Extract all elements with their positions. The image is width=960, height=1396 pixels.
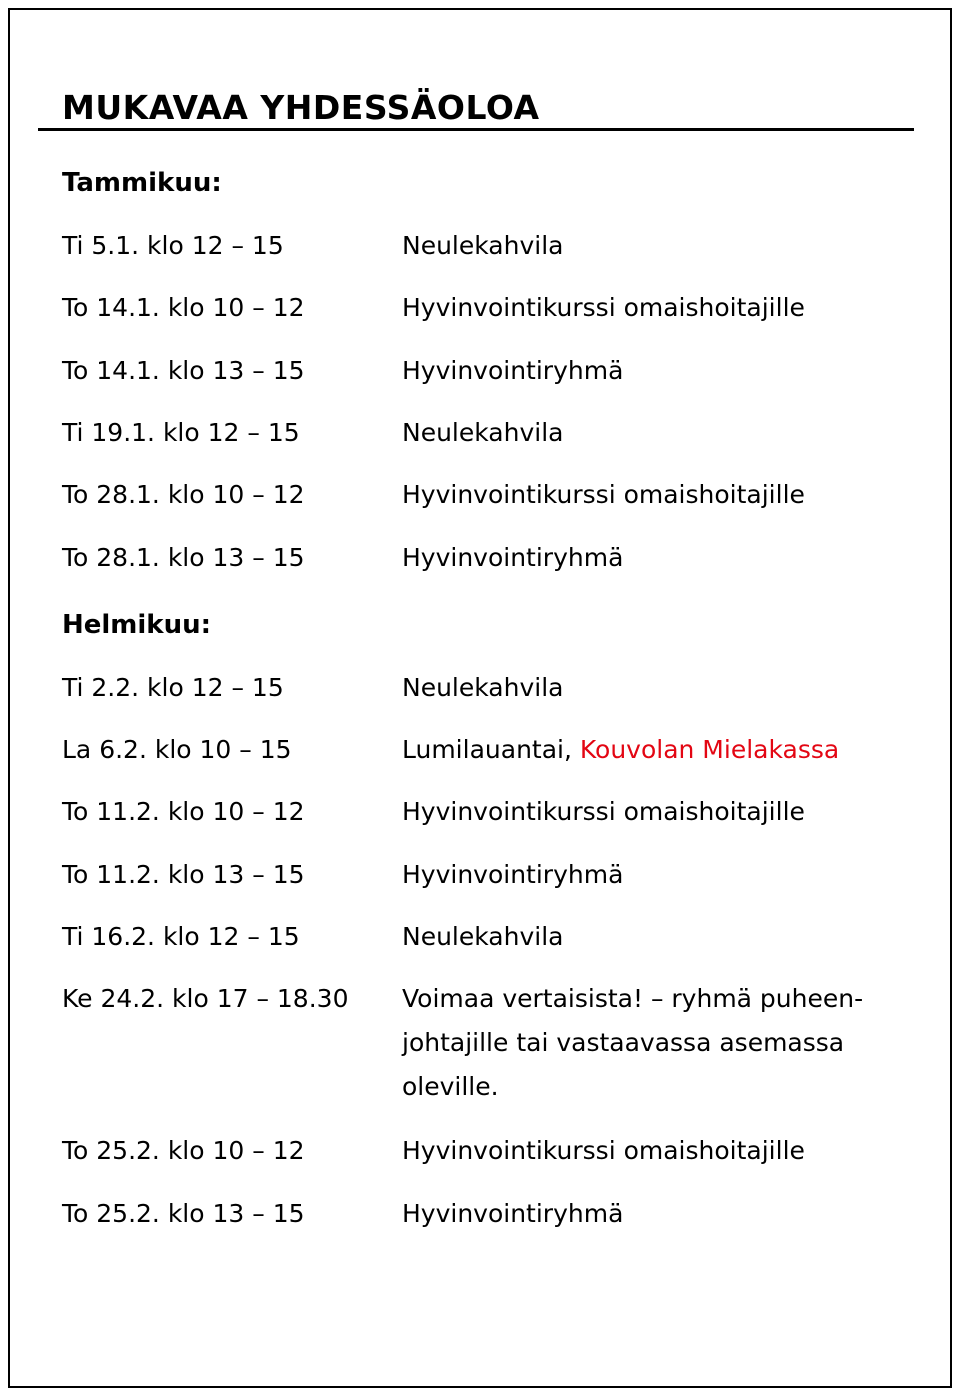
page-title: MUKAVAA YHDESSÄOLOA — [62, 88, 540, 127]
event-title-text: Lumilauantai, — [402, 735, 580, 764]
event-time: To 11.2. klo 10 – 12 — [62, 797, 305, 826]
event-title: Hyvinvointiryhmä — [402, 1199, 624, 1228]
event-title: Hyvinvointikurssi omaishoitajille — [402, 1136, 805, 1165]
event-time: Ti 2.2. klo 12 – 15 — [62, 673, 284, 702]
event-title: Neulekahvila — [402, 231, 564, 260]
event-title: Hyvinvointikurssi omaishoitajille — [402, 797, 805, 826]
month-heading-february: Helmikuu: — [62, 610, 212, 640]
event-time: Ti 19.1. klo 12 – 15 — [62, 418, 300, 447]
event-title: Neulekahvila — [402, 418, 564, 447]
month-heading-january: Tammikuu: — [62, 168, 222, 198]
event-time: Ti 5.1. klo 12 – 15 — [62, 231, 284, 260]
event-title: Neulekahvila — [402, 922, 564, 951]
event-time: La 6.2. klo 10 – 15 — [62, 735, 292, 764]
event-title: Hyvinvointikurssi omaishoitajille — [402, 480, 805, 509]
event-time: Ke 24.2. klo 17 – 18.30 — [62, 984, 349, 1013]
event-title: Hyvinvointikurssi omaishoitajille — [402, 293, 805, 322]
event-location-highlight: Kouvolan Mielakassa — [579, 735, 840, 764]
event-time: To 14.1. klo 10 – 12 — [62, 293, 305, 322]
title-underline — [38, 128, 914, 131]
event-title: Hyvinvointiryhmä — [402, 356, 624, 385]
event-time: To 14.1. klo 13 – 15 — [62, 356, 305, 385]
event-title: Voimaa vertaisista! – ryhmä puheen-johtajille tai vastaavassa asemassa oleville. — [402, 984, 864, 1101]
event-time: To 28.1. klo 13 – 15 — [62, 543, 305, 572]
event-time: To 25.2. klo 13 – 15 — [62, 1199, 305, 1228]
event-time: To 25.2. klo 10 – 12 — [62, 1136, 305, 1165]
event-title — [402, 728, 902, 772]
event-title: Neulekahvila — [402, 673, 564, 702]
event-time: To 11.2. klo 13 – 15 — [62, 860, 305, 889]
event-title: Hyvinvointiryhmä — [402, 543, 624, 572]
event-time: To 28.1. klo 10 – 12 — [62, 480, 305, 509]
event-time: Ti 16.2. klo 12 – 15 — [62, 922, 300, 951]
event-title: Hyvinvointiryhmä — [402, 860, 624, 889]
